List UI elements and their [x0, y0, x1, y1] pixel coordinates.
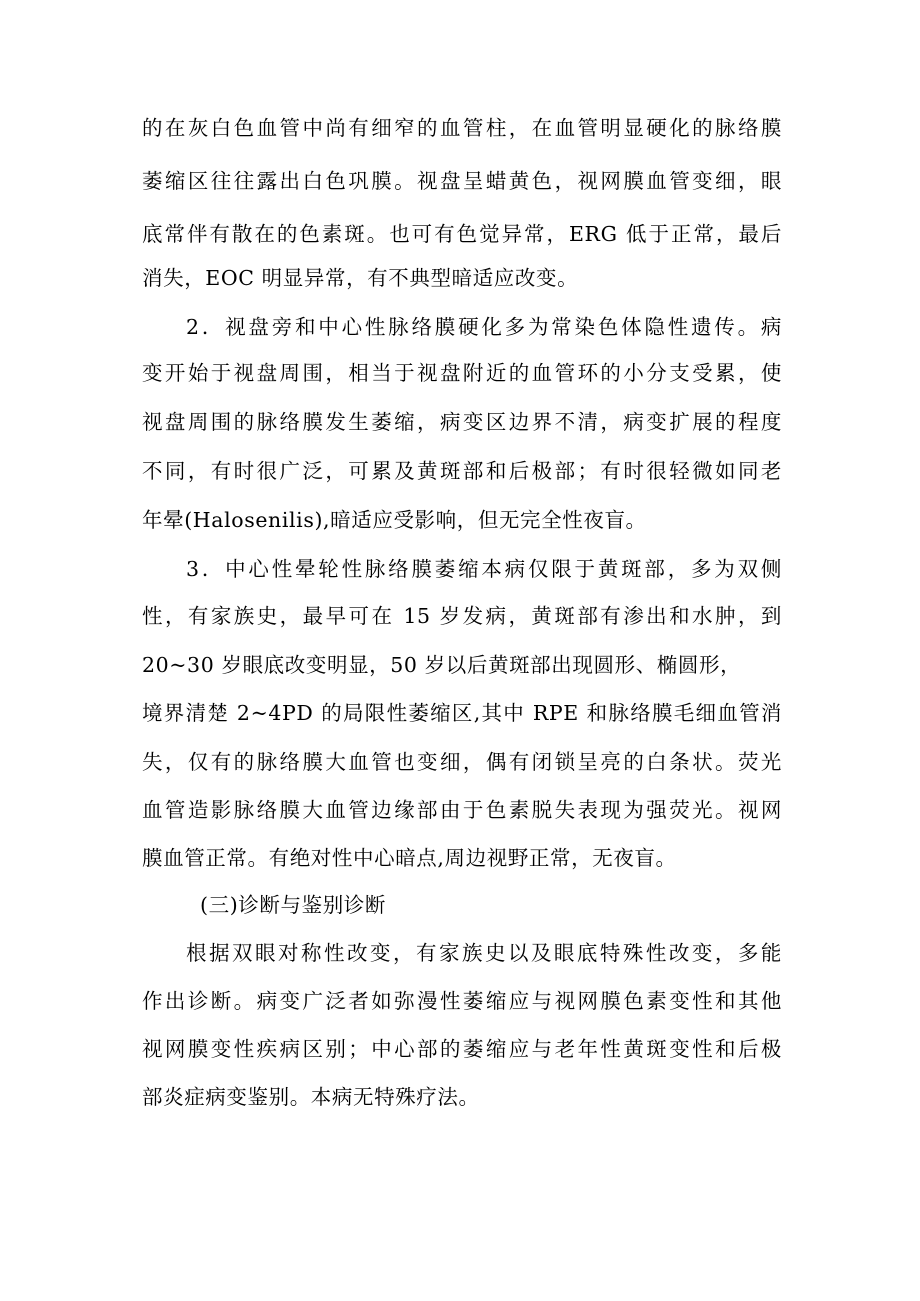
paragraph-3-line-5: 失，仅有的脉络膜大血管也变细，偶有闭锁呈亮的白条状。荧光	[142, 750, 782, 774]
paragraph-2-line-4: 不同，有时很广泛，可累及黄斑部和后极部；有时很轻微如同老	[142, 459, 782, 483]
paragraph-1-line-4: 消失，EOC 明显异常，有不典型暗适应改变。	[142, 266, 579, 290]
paragraph-1-line-2: 萎缩区往往露出白色巩膜。视盘呈蜡黄色，视网膜血管变细，眼	[142, 169, 782, 193]
paragraph-1-line-3: 底常伴有散在的色素斑。也可有色觉异常，ERG 低于正常，最后	[142, 222, 782, 246]
paragraph-4-line-3: 视网膜变性疾病区别；中心部的萎缩应与老年性黄斑变性和后极	[142, 1037, 782, 1061]
paragraph-2-line-2: 变开始于视盘周围，相当于视盘附近的血管环的小分支受累，使	[142, 361, 782, 385]
paragraph-4-line-2: 作出诊断。病变广泛者如弥漫性萎缩应与视网膜色素变性和其他	[142, 989, 782, 1013]
paragraph-3-line-6: 血管造影脉络膜大血管边缘部由于色素脱失表现为强荧光。视网	[142, 798, 782, 822]
paragraph-3-line-2: 性，有家族史，最早可在 15 岁发病，黄斑部有渗出和水肿，到	[142, 604, 782, 628]
paragraph-3-line-1: 3．中心性晕轮性脉络膜萎缩本病仅限于黄斑部，多为双侧	[186, 557, 782, 581]
section-heading: (三)诊断与鉴别诊断	[200, 893, 386, 917]
paragraph-2-line-5: 年晕(Halosenilis),暗适应受影响，但无完全性夜盲。	[142, 508, 647, 532]
paragraph-3-line-7: 膜血管正常。有绝对性中心暗点,周边视野正常，无夜盲。	[142, 846, 677, 870]
paragraph-2-line-3: 视盘周围的脉络膜发生萎缩，病变区边界不清，病变扩展的程度	[142, 410, 782, 434]
paragraph-4-line-1: 根据双眼对称性改变，有家族史以及眼底特殊性改变，多能	[186, 941, 782, 965]
paragraph-3-line-3: 20~30 岁眼底改变明显，50 岁以后黄斑部出现圆形、椭圆形，	[142, 653, 742, 677]
paragraph-1-line-1: 的在灰白色血管中尚有细窄的血管柱，在血管明显硬化的脉络膜	[142, 116, 782, 140]
paragraph-3-line-4: 境界清楚 2~4PD 的局限性萎缩区,其中 RPE 和脉络膜毛细血管消	[142, 701, 782, 725]
paragraph-4-line-4: 部炎症病变鉴别。本病无特殊疗法。	[142, 1085, 480, 1109]
paragraph-2-line-1: 2．视盘旁和中心性脉络膜硬化多为常染色体隐性遗传。病	[186, 315, 782, 339]
